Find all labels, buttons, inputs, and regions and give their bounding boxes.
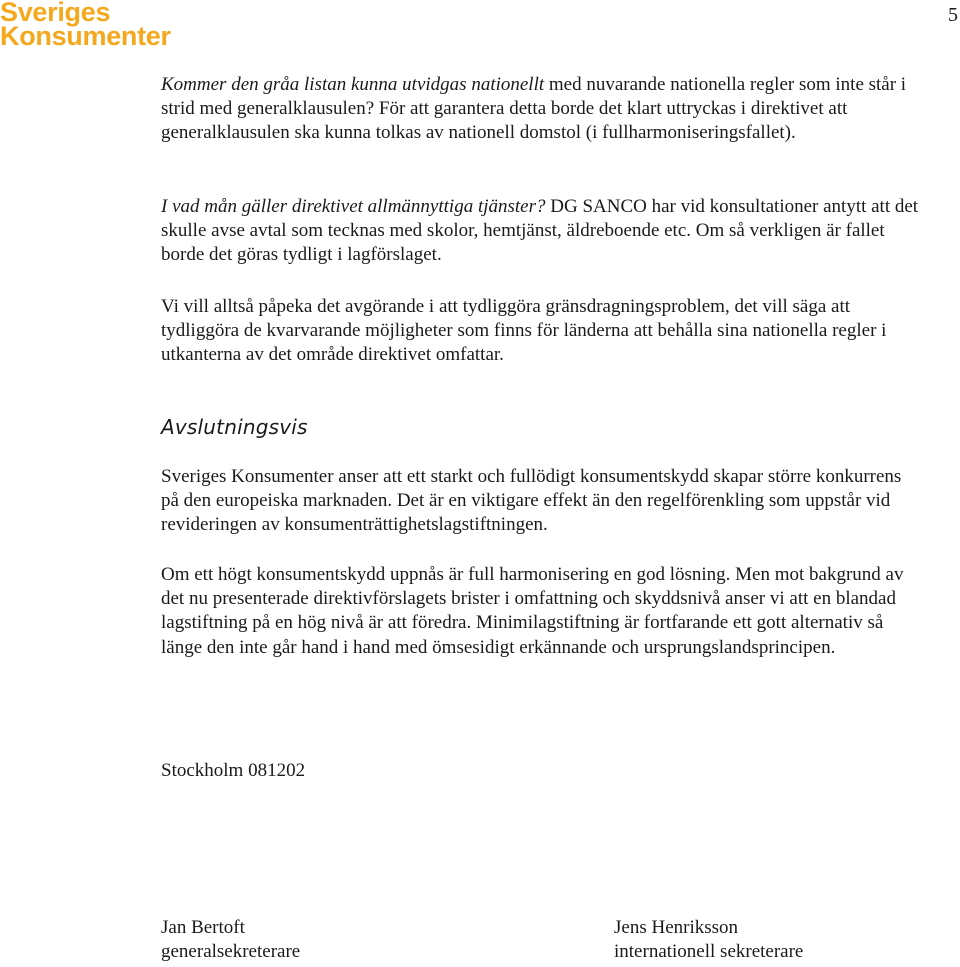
signatory-name: Jan Bertoft [161, 917, 245, 938]
paragraph-public-services-text: DG SANCO har vid konsultationer antytt att det skulle avse avtal som tecknas med skolor, hemtjänst, äldreboende etc. Om så verkligen är fallet borde det göras tydligt i lagförslaget. [161, 196, 919, 266]
paragraph-public-services-question: I vad mån gäller direktivet allmännyttiga tjänster? [161, 196, 546, 217]
signature-block-left [161, 916, 300, 964]
signatory-title: generalsekreterare [161, 941, 301, 963]
paragraph-demarcation: Vi vill alltså påpeka det avgörande i att tydliggöra gränsdragningsproblem, det vill säga att tydliggöra de kvarvarande möjligheter som finns för länderna att behålla sina nationella regler i utkanterna av det område direktivet omfattar. [161, 296, 887, 366]
paragraph-grey-list-question: Kommer den gråa listan kunna utvidgas nationellt [161, 74, 545, 95]
logo-line-2: Konsumenter [0, 21, 171, 51]
signatory-name: Jens Henriksson [614, 917, 739, 938]
logo-line-1: Sveriges [0, 0, 111, 27]
signature-block-right [614, 916, 803, 964]
paragraph-conclusion-1: Sveriges Konsumenter anser att ett starkt och fullödigt konsumentskydd skapar större konkurrens på den europeiska marknaden. Det är en viktigare effekt än den regelförenkling som uppstår vid revideringen av konsumenträttighetslagstiftningen. [161, 466, 902, 536]
paragraph-public-services [161, 195, 921, 268]
paragraph-grey-list [161, 73, 921, 146]
signatory-title: internationell sekreterare [614, 941, 804, 963]
place-and-date: Stockholm 081202 [161, 760, 306, 781]
paragraph-grey-list-text: med nuvarande nationella regler som inte står i strid med generalklausulen? För att garantera detta borde det klart uttryckas i direktivet att generalklausulen ska kunna tolkas av nationell domstol (i fullharmoniseringsfallet). [161, 74, 907, 144]
paragraph-conclusion-2: Om ett högt konsumentskydd uppnås är full harmonisering en god lösning. Men mot bakgrund av det nu presenterade direktivförslagets brister i omfattning och skyddsnivå anser vi att en blandad lagstiftning på en hög nivå är att föredra. Minimilagstiftning är fortfarande ett gott alternativ så länge den inte går hand i hand med ömsesidigt erkännande och ursprungslandsprincipen. [161, 564, 904, 658]
section-heading-conclusion: Avslutningsvis [161, 415, 308, 439]
sveriges-konsumenter-logo [0, 0, 171, 51]
page-number: 5 [948, 4, 958, 26]
